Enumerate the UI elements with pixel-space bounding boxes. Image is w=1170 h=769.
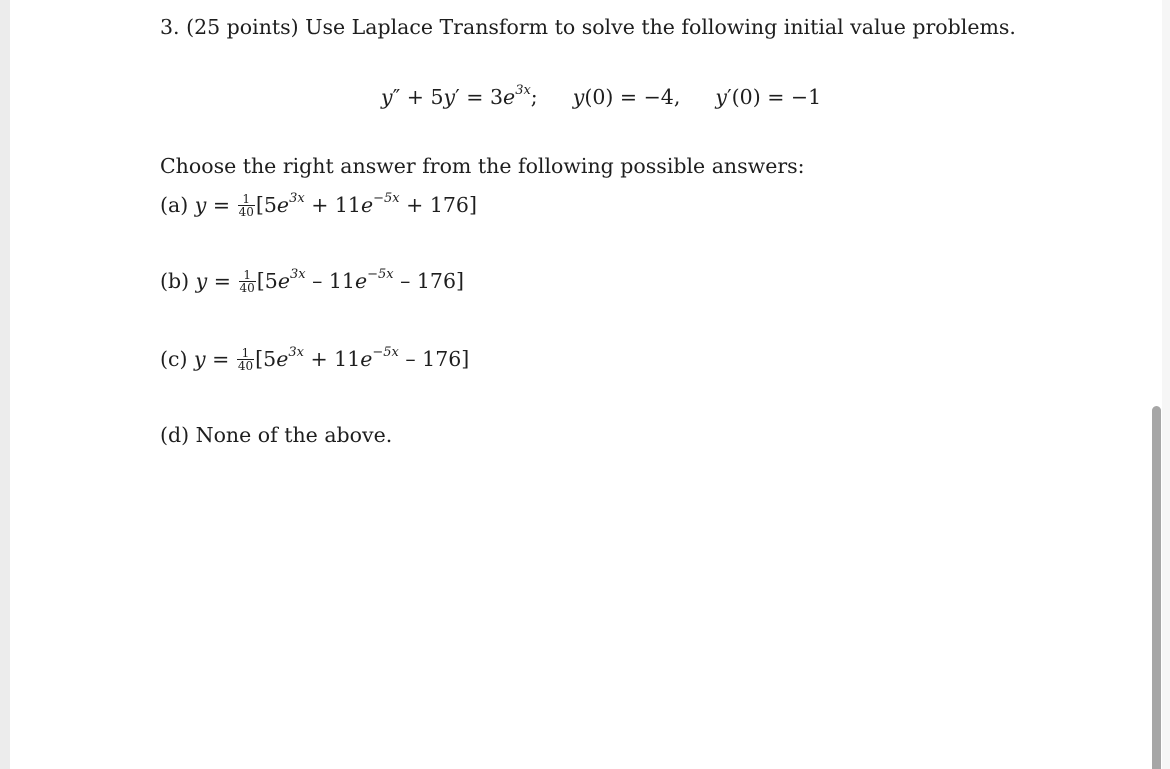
answer-option-b[interactable] [160,268,464,295]
fraction-denominator: 40 [239,281,255,295]
exponent-1: 3x [289,191,305,207]
fraction [237,347,254,372]
eq-exponent: 3x [515,83,531,99]
answer-option-a[interactable] [160,192,477,219]
eq-var-y2: y [443,85,456,109]
problem-heading [160,14,1016,40]
term-tail: + 176] [399,193,477,217]
instructions-text: Choose the right answer from the following possible answers: [160,154,805,178]
option-var-y: y [194,347,206,371]
fraction-numerator: 1 [238,193,255,206]
exp-base-2: e [360,193,374,217]
term-mid: + 11 [304,193,361,217]
option-equals: = [212,193,231,217]
term-mid: – 11 [305,269,355,293]
option-label: (d) [160,423,190,447]
exp-base-1: e [277,269,290,293]
answer-option-c[interactable] [160,346,469,373]
exp-base-2: e [354,269,368,293]
page-margin-right [1162,0,1170,769]
eq-exp-base: e [503,85,516,109]
problem-number-points: 3. (25 points) [160,15,299,39]
eq-prime: ′ [455,85,460,109]
exponent-2: −5x [373,191,400,207]
term-mid: + 11 [303,347,361,371]
option-text: None of the above. [195,423,393,447]
fraction [239,269,256,294]
fraction-numerator: 1 [237,347,254,360]
option-var-y: y [194,193,207,217]
exponent-1: 3x [289,267,306,283]
fraction-denominator: 40 [237,359,254,373]
fraction-numerator: 1 [239,269,256,282]
ic1-var-y: y [572,85,585,109]
document-page [10,0,1162,769]
exponent-2: −5x [372,345,399,361]
eq-plus-5: + 5 [400,85,444,109]
option-var-y: y [195,269,208,293]
exponent-2: −5x [367,267,394,283]
eq-equals-3: = 3 [459,85,504,109]
fraction [238,193,255,218]
option-equals: = [213,269,231,293]
answer-option-d[interactable] [160,422,392,448]
fraction-denominator: 40 [238,205,254,219]
term-open: [5 [255,193,277,217]
option-label: (a) [160,193,189,217]
term-open: [5 [255,347,277,371]
eq-semicolon: ; [530,85,538,109]
differential-equation [381,84,821,110]
exponent-1: 3x [288,345,304,361]
exp-base-1: e [276,347,289,371]
initial-condition-1: (0) = −4, [584,85,681,109]
term-open: [5 [256,269,278,293]
vertical-scrollbar-thumb[interactable] [1152,406,1161,769]
option-label: (b) [160,269,190,293]
ic2-var-y: y [715,85,728,109]
option-label: (c) [160,347,188,371]
eq-double-prime: ″ [392,85,401,109]
ic2-prime: ′ [727,85,732,109]
term-tail: – 176] [393,269,465,293]
problem-statement: Use Laplace Transform to solve the following initial value problems. [305,15,1016,39]
initial-condition-2: (0) = −1 [731,85,822,109]
eq-var-y: y [381,85,393,109]
exp-base-1: e [276,193,290,217]
option-equals: = [212,347,230,371]
term-tail: – 176] [398,347,470,371]
page-margin-left [0,0,10,769]
exp-base-2: e [360,347,373,371]
